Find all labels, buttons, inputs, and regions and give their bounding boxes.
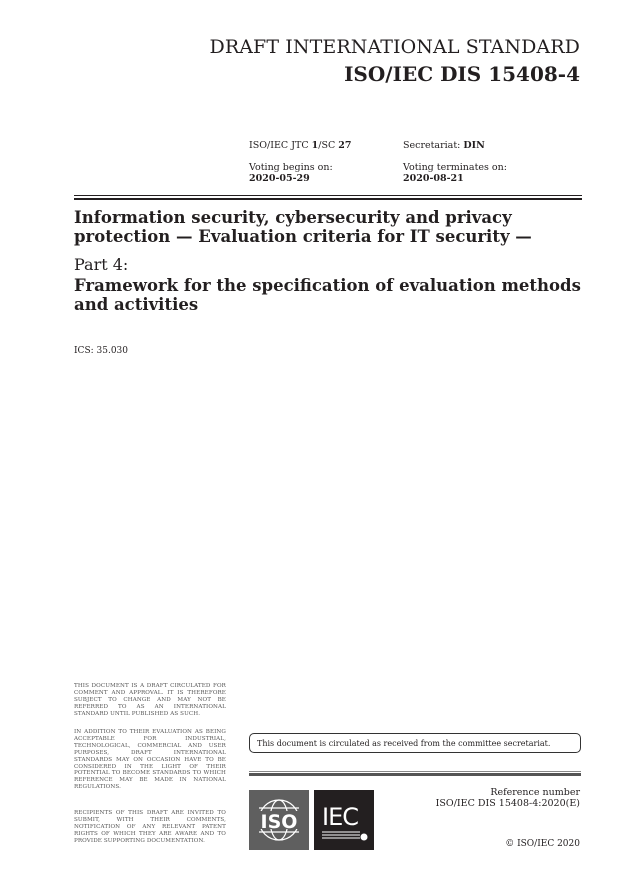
document-title: Information security, cybersecurity and privacy protection — Evaluation criteria for IT security —	[74, 208, 532, 246]
header-divider	[74, 195, 582, 200]
draft-notice-1: THIS DOCUMENT IS A DRAFT CIRCULATED FOR COMMENT AND APPROVAL. IT IS THEREFORE SUBJECT TO CHANGE AND MAY NOT BE REFERRED TO AS AN INTERNATIONAL STANDARD UNTIL PUBLISHED AS SUCH.	[74, 683, 226, 717]
iso-logo	[249, 790, 309, 850]
circulation-note: This document is circulated as received from the committee secretariat.	[249, 733, 581, 753]
iec-logo	[314, 790, 374, 850]
document-type: DRAFT INTERNATIONAL STANDARD	[209, 36, 580, 58]
voting-begins: Voting begins on: 2020-05-29	[249, 162, 333, 184]
svg-text:IEC: IEC	[322, 803, 358, 831]
reference-number: Reference number ISO/IEC DIS 15408-4:2020(E)	[435, 787, 580, 809]
svg-text:ISO: ISO	[260, 811, 298, 833]
globe-icon	[249, 790, 309, 850]
committee: ISO/IEC JTC 1/SC 27	[249, 140, 352, 151]
document-number: ISO/IEC DIS 15408-4	[344, 62, 580, 86]
ics-code: ICS: 35.030	[74, 346, 128, 356]
draft-notice-2: IN ADDITION TO THEIR EVALUATION AS BEING ACCEPTABLE FOR INDUSTRIAL, TECHNOLOGICAL, COMMERCIAL AND USER PURPOSES, DRAFT INTERNATIONAL STANDARDS MAY ON OCCASION HAVE TO BE CONSIDERED IN THE LIGHT OF THEIR POTENTIAL TO BECOME STANDARDS TO WHICH REFERENCE MAY BE MADE IN NATIONAL REGULATIONS.	[74, 729, 226, 791]
document-subtitle: Framework for the specification of evaluation methods and activities	[74, 276, 581, 314]
voting-terminates: Voting terminates on: 2020-08-21	[403, 162, 507, 184]
draft-notice-3: RECIPIENTS OF THIS DRAFT ARE INVITED TO SUBMIT, WITH THEIR COMMENTS, NOTIFICATION OF ANY RELEVANT PATENT RIGHTS OF WHICH THEY ARE AWARE AND TO PROVIDE SUPPORTING DOCUMENTATION.	[74, 810, 226, 844]
footer-divider	[249, 771, 581, 776]
copyright: © ISO/IEC 2020	[505, 839, 580, 849]
part-label: Part 4:	[74, 255, 129, 274]
secretariat: Secretariat: DIN	[403, 140, 485, 151]
